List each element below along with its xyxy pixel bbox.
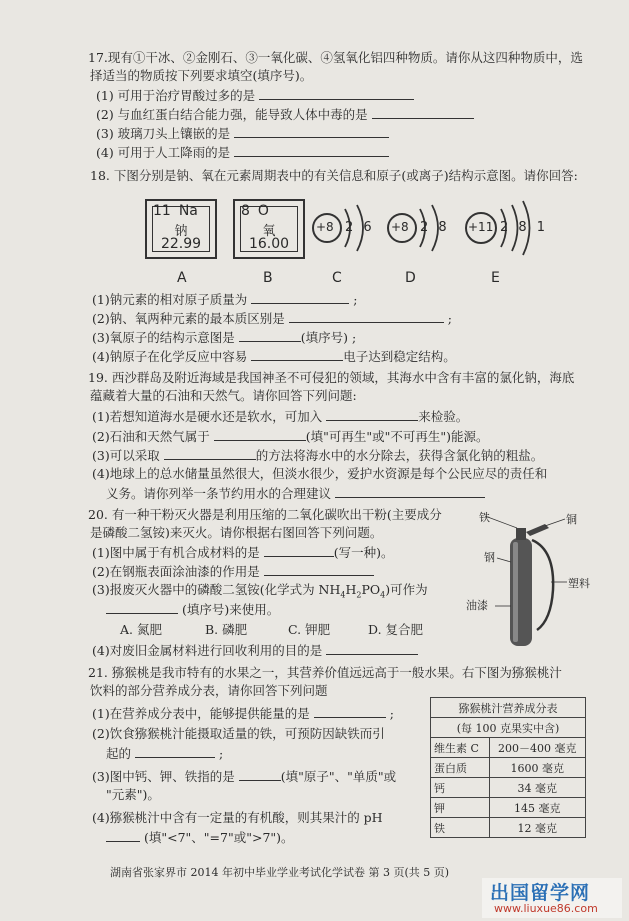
nucleus-label-e: +11 [468, 220, 494, 234]
page-footer: 湖南省张家界市 2014 年初中毕业学业考试化学试卷 第 3 页(共 5 页) [110, 866, 450, 879]
q18-item-4: (4)钠原子在化学反应中容易 电子达到稳定结构。 [92, 349, 456, 364]
q21-item-3-line2: "元素")。 [106, 787, 160, 802]
watermark-brand: 出国留学网 [490, 882, 591, 904]
q20-option-d: D. 复合肥 [368, 622, 424, 637]
q21-item-2-line2: 起的 ; [106, 746, 224, 761]
q21-item-3-line1: (3)图中钙、钾、铁指的是 (填"原子"、"单质"或 [92, 769, 397, 784]
q17-item-2: (2) 与血红蛋白结合能力强，能导致人体中毒的是 [96, 106, 474, 123]
answer-blank[interactable] [239, 329, 301, 342]
nutrition-table-subtitle: (每 100 克果实中含) [431, 718, 586, 738]
q17-stem-line1: 17.现有①干冰、②金刚石、③一氧化碳、④氢氧化铝四种物质。请你从这四种物质中，选 [88, 50, 583, 65]
q20-item-4: (4)对废旧金属材料进行回收利用的目的是 [92, 642, 418, 659]
answer-blank[interactable] [239, 768, 281, 781]
answer-blank[interactable] [234, 125, 389, 138]
watermark [482, 878, 622, 918]
q17-item-3: (3) 玻璃刀头上镶嵌的是 [96, 125, 389, 142]
q17-item-1: (1) 可用于治疗胃酸过多的是 [96, 87, 414, 104]
answer-blank[interactable] [214, 428, 306, 441]
q21-item-1: (1)在营养成分表中，能够提供能量的是 ; [92, 706, 394, 721]
answer-blank[interactable] [264, 563, 374, 576]
answer-blank[interactable] [264, 544, 334, 557]
answer-blank[interactable] [314, 705, 386, 718]
answer-blank[interactable] [251, 348, 343, 361]
q20-item-2: (2)在钢瓶表面涂油漆的作用是 [92, 563, 374, 580]
shells-label-e: 2 8 1 [500, 220, 549, 235]
q18-item-2: (2)钠、氧两种元素的最本质区别是 ; [92, 311, 452, 326]
element-symbol: Na [178, 203, 198, 219]
table-row: 蛋白质 1600 毫克 [431, 758, 586, 778]
q20-item-3-cont: (填序号)来使用。 [106, 601, 279, 618]
answer-blank[interactable] [251, 291, 349, 304]
q17-stem-line2: 择适当的物质按下列要求填空(填序号)。 [90, 68, 313, 83]
table-row: 钙 34 毫克 [431, 778, 586, 798]
answer-blank[interactable] [234, 144, 389, 157]
atomic-number: 8 [241, 203, 250, 219]
q18-stem: 18. 下图分别是钠、氧在元素周期表中的有关信息和原子(或离子)结构示意图。请你回答: [90, 168, 578, 183]
figure-label-b: B [263, 270, 273, 286]
q20-stem-line1: 20. 有一种干粉灭火器是利用压缩的二氧化碳吹出干粉(主要成分 [88, 507, 442, 522]
answer-blank[interactable] [326, 642, 418, 655]
figure-label-a: A [177, 270, 187, 286]
table-row: 钾 145 毫克 [431, 798, 586, 818]
table-row: 铁 12 毫克 [431, 818, 586, 838]
q19-stem-line1: 19. 西沙群岛及附近海域是我国神圣不可侵犯的领域，其海水中含有丰富的氯化钠，海底 [88, 370, 575, 385]
answer-blank[interactable] [289, 310, 444, 323]
atomic-number: 11 [153, 203, 171, 219]
figure-label-iron: 铁 [479, 511, 490, 524]
figure-label-e: E [491, 270, 500, 286]
q20-stem-line2: 是磷酸二氢铵)来灭火。请你根据右图回答下列问题。 [90, 525, 383, 540]
figure-label-d: D [405, 270, 416, 286]
element-name: 钠 [174, 224, 188, 239]
answer-blank[interactable] [372, 106, 474, 119]
q19-item-3: (3)可以采取 的方法将海水中的水分除去，获得含氯化钠的粗盐。 [92, 448, 544, 463]
q19-item-2: (2)石油和天然气属于 (填"可再生"或"不可再生")能源。 [92, 429, 489, 444]
answer-blank[interactable] [135, 745, 215, 758]
q18-item-3: (3)氧原子的结构示意图是 (填序号) ; [92, 330, 357, 345]
shells-label-d: 2 8 [420, 220, 450, 235]
q20-option-b: B. 磷肥 [205, 622, 248, 637]
answer-blank[interactable] [259, 87, 414, 100]
q20-option-c: C. 钾肥 [288, 622, 331, 637]
atomic-mass: 16.00 [248, 236, 290, 252]
periodic-box-sodium [145, 199, 217, 259]
nucleus-label-d: +8 [391, 220, 409, 234]
figure-label-steel: 钢 [484, 551, 495, 564]
atomic-mass: 22.99 [160, 236, 202, 252]
nutrition-table [430, 697, 586, 838]
shells-label-c: 2 6 [345, 220, 375, 235]
nutrition-table-title: 猕猴桃汁营养成分表 [431, 698, 586, 718]
q21-stem-line1: 21. 猕猴桃是我市特有的水果之一，其营养价值远远高于一般水果。右下图为猕猴桃汁 [88, 665, 562, 680]
figure-label-copper: 铜 [566, 513, 577, 526]
periodic-box-oxygen [233, 199, 305, 259]
q19-item-4-line1: (4)地球上的总水储量虽然很大，但淡水很少，爱护水资源是每个公民应尽的责任和 [92, 466, 548, 481]
element-name: 氧 [262, 224, 276, 239]
answer-blank[interactable] [106, 829, 140, 842]
q21-item-4-line2: (填"<7"、"=7"或">7")。 [106, 829, 294, 846]
q19-item-1: (1)若想知道海水是硬水还是软水，可加入 来检验。 [92, 409, 469, 424]
answer-blank[interactable] [326, 408, 418, 421]
q21-item-2-line1: (2)饮食猕猴桃汁能摄取适量的铁，可预防因缺铁而引 [92, 726, 385, 741]
watermark-url: www.liuxue86.com [494, 902, 598, 915]
q18-item-1: (1)钠元素的相对原子质量为 ; [92, 292, 358, 307]
nucleus-label-c: +8 [316, 220, 334, 234]
q20-item-1: (1)图中属于有机合成材料的是 (写一种)。 [92, 545, 394, 560]
q19-item-4-line2: 义务。请你列举一条节约用水的合理建议 [106, 485, 485, 502]
answer-blank[interactable] [164, 447, 256, 460]
q19-stem-line2: 蕴藏着大量的石油和天然气。请你回答下列问题: [90, 388, 357, 403]
answer-blank[interactable] [335, 485, 485, 498]
figure-label-paint: 油漆 [466, 599, 488, 612]
figure-label-plastic: 塑料 [568, 577, 590, 590]
q20-option-a: A. 氮肥 [120, 622, 162, 637]
q21-item-4-line1: (4)猕猴桃汁中含有一定量的有机酸，则其果汁的 pH [92, 810, 383, 825]
figure-label-c: C [332, 270, 342, 286]
table-row: 维生素 C 200－400 毫克 [431, 738, 586, 758]
q21-stem-line2: 饮料的部分营养成分表，请你回答下列问题 [90, 683, 328, 698]
element-symbol: O [257, 203, 269, 219]
q20-item-3: (3)报废灭火器中的磷酸二氢铵(化学式为 $NH_4H_2PO_4$)可作为 [92, 582, 428, 600]
q17-item-4: (4) 可用于人工降雨的是 [96, 144, 389, 161]
answer-blank[interactable] [106, 601, 178, 614]
